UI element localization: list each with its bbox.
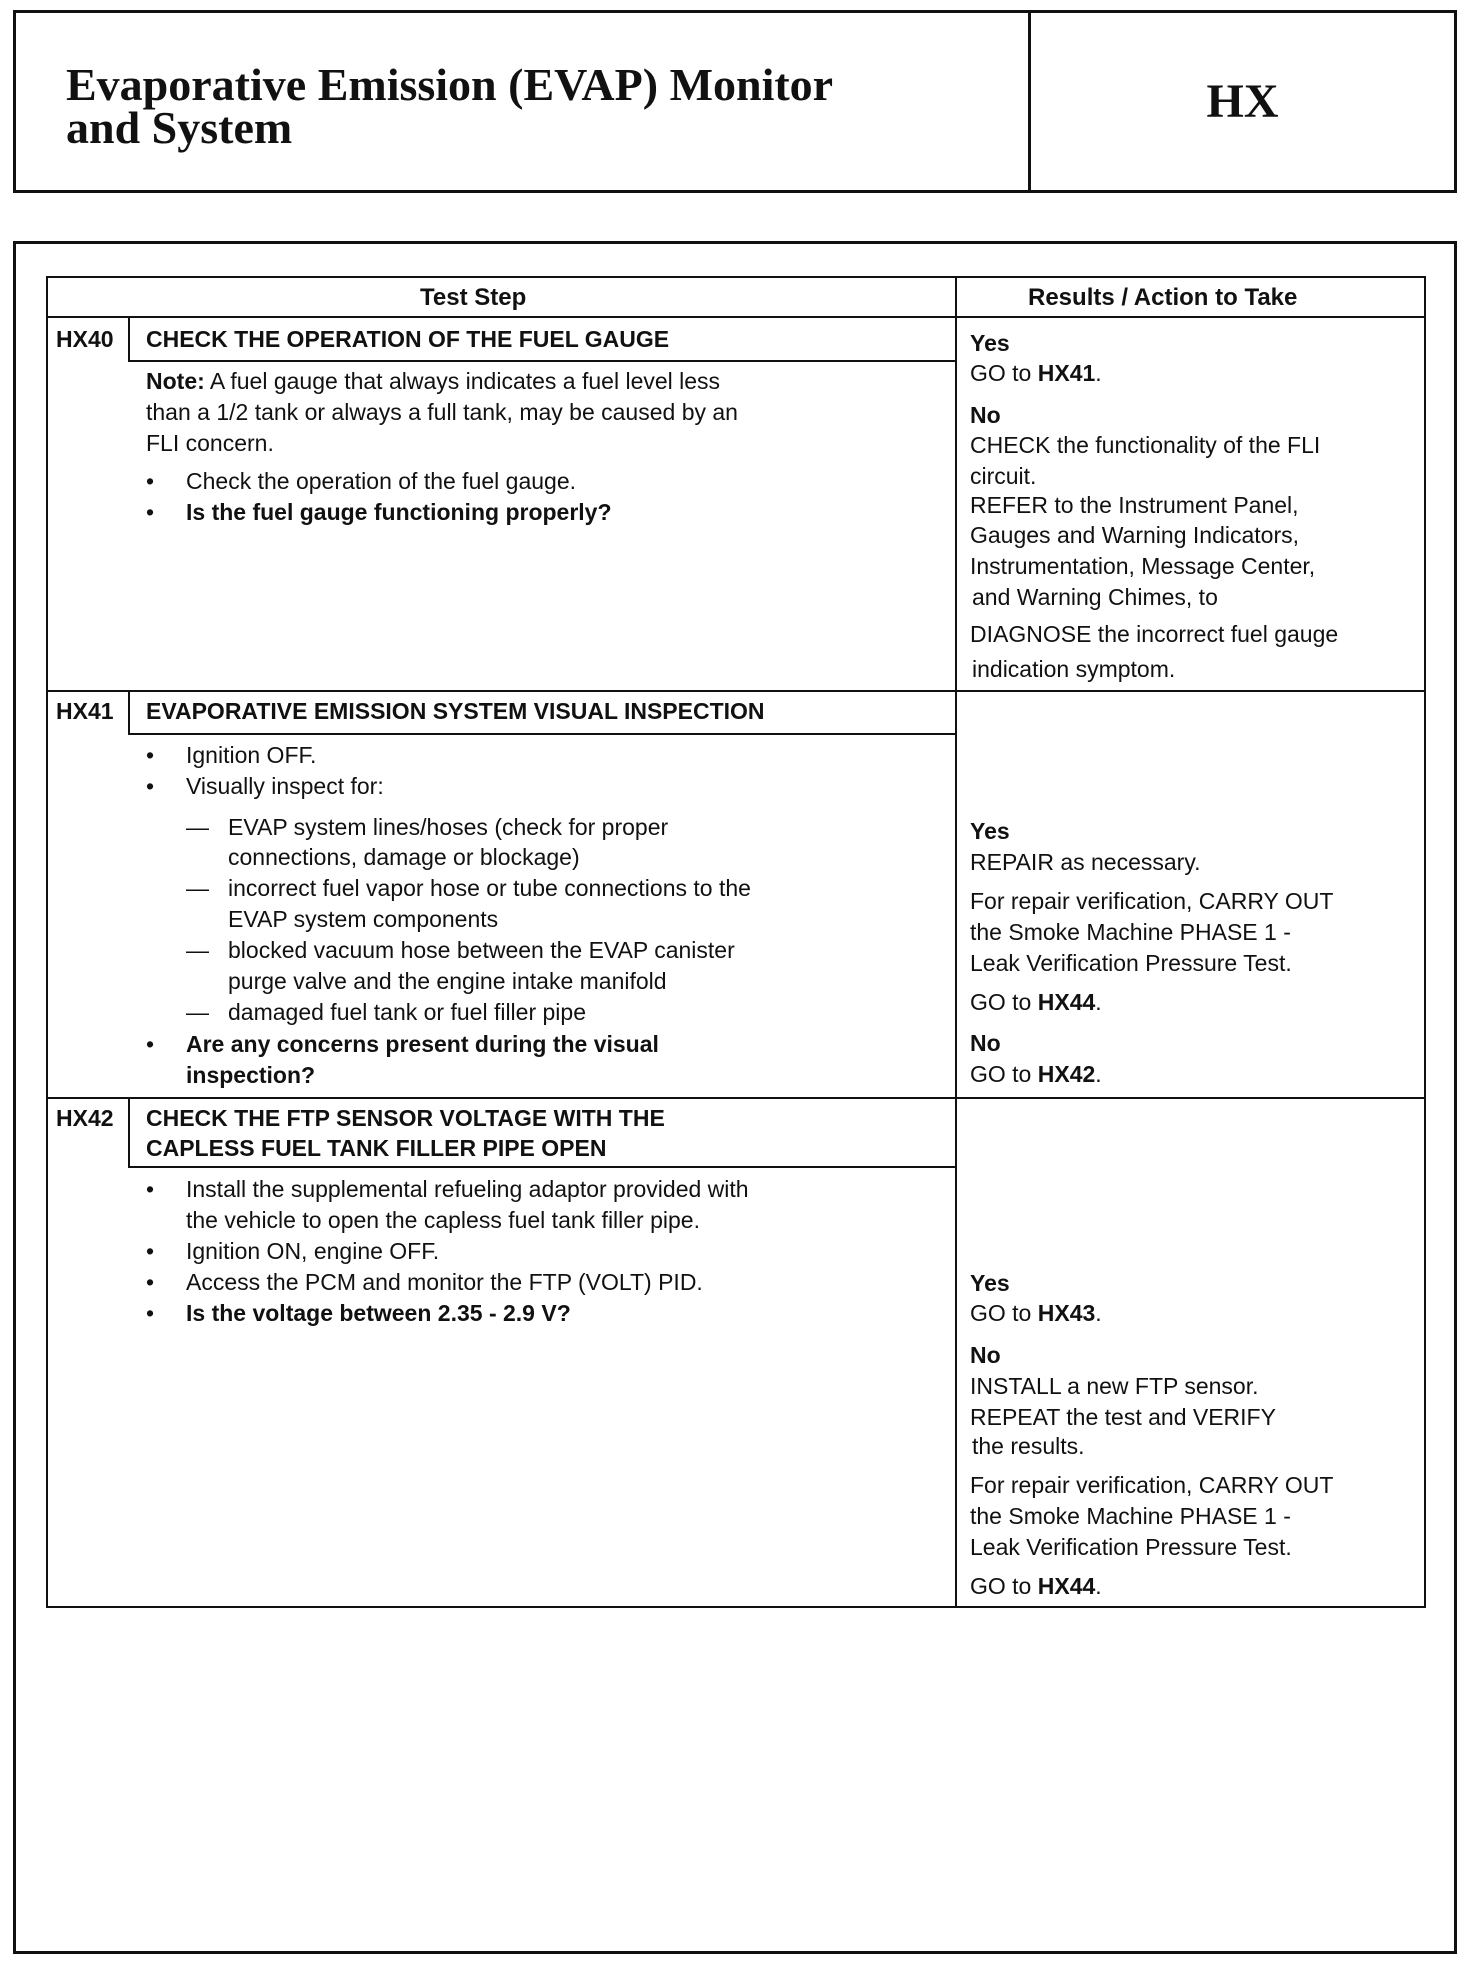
hx42-bullet2: Ignition ON, engine OFF. [186,1238,440,1264]
hx40-note-line1 [146,366,720,397]
hx40-no-line5: Instrumentation, Message Center, [970,553,1316,579]
go-to-ref: HX44 [1037,1573,1096,1599]
go-to-ref: HX41 [1037,360,1096,386]
hx40-id-divider [128,318,130,361]
bullet-icon: • [146,773,155,799]
hx41-yes-action [970,987,1102,1018]
hx40-no-line7: DIAGNOSE the incorrect fuel gauge [970,621,1339,647]
hx41-bullet2: Visually inspect for: [186,773,384,799]
hx42-no-line3: the results. [972,1433,1085,1459]
hx40-yes-label: Yes [970,330,1010,356]
dash-icon: — [186,875,209,901]
hx40-question: Is the fuel gauge functioning properly? [186,499,612,525]
hx42-yes-label: Yes [970,1270,1010,1296]
hx41-id-divider [128,692,130,734]
hx41-dash3-line1: blocked vacuum hose between the EVAP canister [228,937,735,963]
note-label: Note: [146,368,205,394]
hx40-no-line4: Gauges and Warning Indicators, [970,522,1299,548]
step-title-hx42-line2: CAPLESS FUEL TANK FILLER PIPE OPEN [146,1135,607,1161]
column-header-results: Results / Action to Take [1028,284,1298,311]
go-to-period: . [1095,1300,1102,1326]
hx42-no-line2: REPEAT the test and VERIFY [970,1404,1276,1430]
step-title-hx41: EVAPORATIVE EMISSION SYSTEM VISUAL INSPECTION [146,698,765,724]
hx41-dash4-line1: damaged fuel tank or fuel filler pipe [228,999,586,1025]
hx41-yes-line2: For repair verification, CARRY OUT [970,888,1334,914]
hx42-no-action [970,1571,1102,1602]
hx40-no-line1: CHECK the functionality of the FLI [970,432,1321,458]
hx42-bullet1-line2: the vehicle to open the capless fuel tank filler pipe. [186,1207,700,1233]
hx41-yes-label: Yes [970,818,1010,844]
hx41-question-line1: Are any concerns present during the visual [186,1031,659,1057]
go-to-text: GO to [970,360,1032,386]
bullet-icon: • [146,468,155,494]
hx40-note-line2: than a 1/2 tank or always a full tank, may be caused by an [146,399,738,425]
hx40-top-line [46,316,955,318]
dash-icon: — [186,814,209,840]
bullet-icon: • [146,1031,155,1057]
hx40-title-underline [128,360,955,362]
bullet-icon: • [146,1300,155,1326]
hx42-top-line [46,1097,1426,1099]
hx40-no-line8: indication symptom. [972,656,1176,682]
dash-icon: — [186,937,209,963]
hx41-bullet1: Ignition OFF. [186,742,317,768]
step-id-hx41: HX41 [56,698,114,724]
hx41-top-line [46,690,1426,692]
hx42-no-line4: For repair verification, CARRY OUT [970,1472,1334,1498]
bullet-icon: • [146,1269,155,1295]
hx41-dash2-line2: EVAP system components [228,906,499,932]
go-to-text: GO to [970,1300,1032,1326]
hx42-title-underline [128,1166,955,1168]
step-id-hx42: HX42 [56,1105,114,1131]
page-title-line2: and System [66,102,293,153]
go-to-text: GO to [970,1573,1032,1599]
step-title-hx40: CHECK THE OPERATION OF THE FUEL GAUGE [146,326,670,352]
hx42-no-line1: INSTALL a new FTP sensor. [970,1373,1259,1399]
hx42-yes-action [970,1298,1102,1329]
hx40-bullet1: Check the operation of the fuel gauge. [186,468,577,494]
hx41-dash3-line2: purge valve and the engine intake manifold [228,968,667,994]
header-box [13,10,1457,193]
hx42-id-divider [128,1099,130,1167]
hx41-question-line2: inspection? [186,1062,316,1088]
hx42-no-line6: Leak Verification Pressure Test. [970,1534,1292,1560]
page-title [66,59,1006,153]
column-divider [955,276,957,1608]
go-to-ref: HX44 [1037,989,1096,1015]
hx41-yes-line1: REPAIR as necessary. [970,849,1201,875]
hx41-no-label: No [970,1030,1001,1056]
go-to-text: GO to [970,989,1032,1015]
page-title-line1: Evaporative Emission (EVAP) Monitor [66,59,834,110]
step-title-hx42-line1: CHECK THE FTP SENSOR VOLTAGE WITH THE [146,1105,665,1131]
hx40-note-line3: FLI concern. [146,430,274,456]
go-to-ref: HX43 [1037,1300,1096,1326]
hx41-yes-line4: Leak Verification Pressure Test. [970,950,1292,976]
section-code: HX [1206,75,1279,128]
hx42-no-line5: the Smoke Machine PHASE 1 - [970,1503,1291,1529]
hx40-no-line6: and Warning Chimes, to [972,584,1218,610]
go-to-period: . [1095,1573,1102,1599]
hx41-dash2-line1: incorrect fuel vapor hose or tube connections to the [228,875,751,901]
note-text: A fuel gauge that always indicates a fuel level less [209,368,721,394]
step-id-hx40: HX40 [56,326,114,352]
hx41-no-action [970,1059,1102,1090]
hx42-bullet3: Access the PCM and monitor the FTP (VOLT) PID. [186,1269,703,1295]
go-to-text: GO to [970,1061,1032,1087]
hx42-bullet1-line1: Install the supplemental refueling adaptor provided with [186,1176,749,1202]
bullet-icon: • [146,499,155,525]
hx41-yes-line3: the Smoke Machine PHASE 1 - [970,919,1291,945]
hx41-dash1-line1: EVAP system lines/hoses (check for proper [228,814,669,840]
hx40-no-label: No [970,402,1001,428]
bullet-icon: • [146,1176,155,1202]
go-to-ref: HX42 [1037,1061,1096,1087]
hx40-no-line2: circuit. [970,463,1037,489]
bullet-icon: • [146,1238,155,1264]
dash-icon: — [186,999,209,1025]
hx40-no-line3: REFER to the Instrument Panel, [970,492,1299,518]
hx41-dash1-line2: connections, damage or blockage) [228,844,580,870]
go-to-period: . [1095,1061,1102,1087]
hx40-yes-action [970,358,1102,389]
hx41-title-underline [128,733,955,735]
column-header-test-step: Test Step [420,284,527,311]
go-to-period: . [1095,360,1102,386]
go-to-period: . [1095,989,1102,1015]
hx42-no-label: No [970,1342,1001,1368]
bullet-icon: • [146,742,155,768]
hx42-question: Is the voltage between 2.35 - 2.9 V? [186,1300,571,1326]
